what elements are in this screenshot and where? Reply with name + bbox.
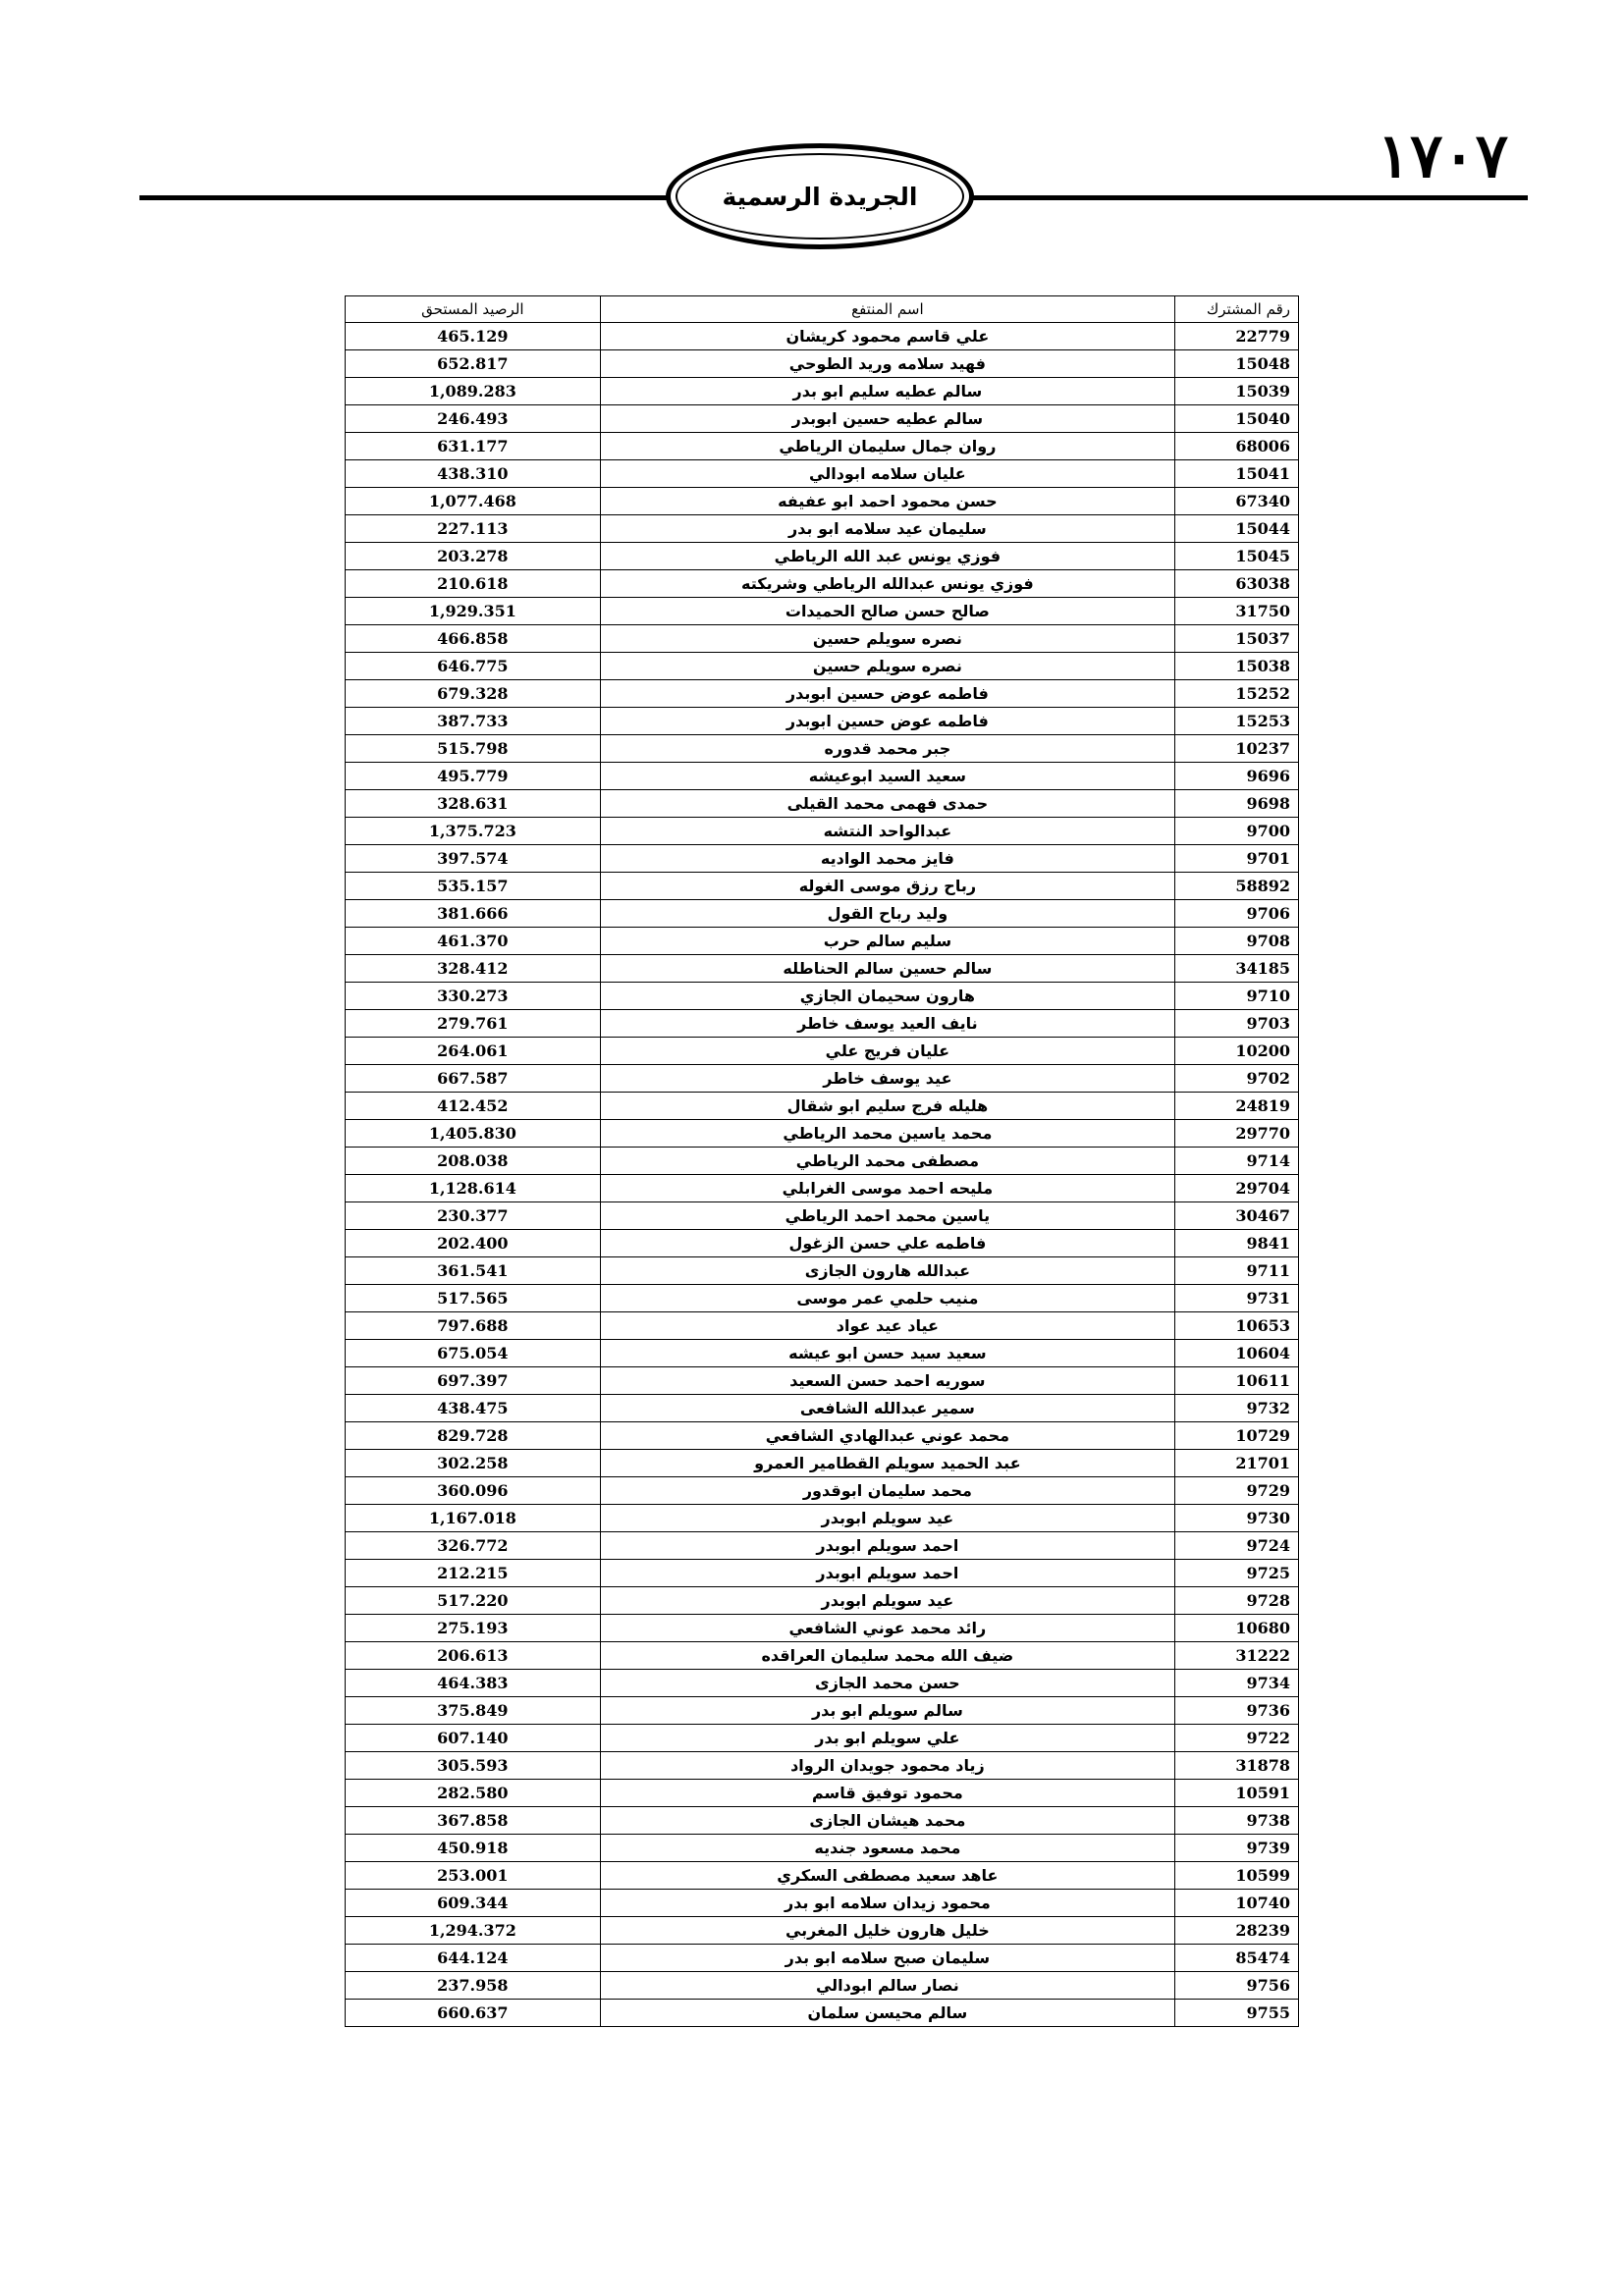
beneficiary-name-cell: فاطمه عوض حسين ابوبدر xyxy=(600,708,1174,735)
table-row xyxy=(346,1257,1299,1285)
beneficiary-name-cell: خليل هارون خليل المغربي xyxy=(600,1917,1174,1945)
table-row xyxy=(346,515,1299,543)
subscriber-number-cell: 9698 xyxy=(1175,790,1299,818)
subscriber-number-cell: 15041 xyxy=(1175,460,1299,488)
balance-due-cell: 275.193 xyxy=(346,1615,601,1642)
beneficiary-name-cell: سالم سويلم ابو بدر xyxy=(600,1697,1174,1725)
table-row xyxy=(346,543,1299,570)
balance-due-cell: 438.475 xyxy=(346,1395,601,1422)
subscriber-number-cell: 28239 xyxy=(1175,1917,1299,1945)
subscriber-number-cell: 29704 xyxy=(1175,1175,1299,1202)
beneficiary-name-cell: هليله فرج سليم ابو شقال xyxy=(600,1093,1174,1120)
beneficiary-name-cell: نصار سالم ابودالي xyxy=(600,1972,1174,2000)
beneficiary-name-cell: محمد ياسين محمد الرياطي xyxy=(600,1120,1174,1148)
beneficiary-name-cell: مصطفى محمد الرياطي xyxy=(600,1148,1174,1175)
beneficiary-name-cell: حمدى فهمى محمد القيلى xyxy=(600,790,1174,818)
balance-due-cell: 461.370 xyxy=(346,928,601,955)
balance-due-cell: 230.377 xyxy=(346,1202,601,1230)
beneficiary-name-cell: سعيد سيد حسن ابو عيشه xyxy=(600,1340,1174,1367)
balance-due-cell: 517.565 xyxy=(346,1285,601,1312)
balance-due-cell: 450.918 xyxy=(346,1835,601,1862)
balance-due-cell: 279.761 xyxy=(346,1010,601,1038)
balance-due-cell: 535.157 xyxy=(346,873,601,900)
table-row xyxy=(346,873,1299,900)
table-row xyxy=(346,1697,1299,1725)
subscriber-number-cell: 30467 xyxy=(1175,1202,1299,1230)
balance-due-cell: 375.849 xyxy=(346,1697,601,1725)
balance-due-cell: 466.858 xyxy=(346,625,601,653)
beneficiary-name-cell: عبد الحميد سويلم القطامير العمرو xyxy=(600,1450,1174,1477)
table-row xyxy=(346,1175,1299,1202)
table-row xyxy=(346,1532,1299,1560)
balance-due-cell: 797.688 xyxy=(346,1312,601,1340)
balance-due-cell: 237.958 xyxy=(346,1972,601,2000)
beneficiary-name-cell: هارون سحيمان الجازي xyxy=(600,983,1174,1010)
balance-due-cell: 264.061 xyxy=(346,1038,601,1065)
table-row xyxy=(346,1450,1299,1477)
balance-due-cell: 1,294.372 xyxy=(346,1917,601,1945)
subscriber-number-cell: 15037 xyxy=(1175,625,1299,653)
subscriber-number-cell: 9755 xyxy=(1175,2000,1299,2027)
balance-due-cell: 412.452 xyxy=(346,1093,601,1120)
balance-due-cell: 361.541 xyxy=(346,1257,601,1285)
subscriber-number-cell: 22779 xyxy=(1175,323,1299,350)
beneficiary-name-cell: منيب حلمي عمر موسى xyxy=(600,1285,1174,1312)
balance-due-cell: 206.613 xyxy=(346,1642,601,1670)
subscriber-number-cell: 68006 xyxy=(1175,433,1299,460)
table-row xyxy=(346,1780,1299,1807)
balance-due-cell: 328.412 xyxy=(346,955,601,983)
table-row xyxy=(346,1615,1299,1642)
subscriber-number-cell: 9738 xyxy=(1175,1807,1299,1835)
subscriber-number-cell: 10680 xyxy=(1175,1615,1299,1642)
column-header-subscriber-number: رقم المشترك xyxy=(1175,296,1299,323)
table-row xyxy=(346,1835,1299,1862)
table-row xyxy=(346,1642,1299,1670)
table-row xyxy=(346,1587,1299,1615)
subscriber-number-cell: 15045 xyxy=(1175,543,1299,570)
table-row xyxy=(346,1285,1299,1312)
table-row xyxy=(346,1148,1299,1175)
balance-due-cell: 330.273 xyxy=(346,983,601,1010)
balance-due-cell: 644.124 xyxy=(346,1945,601,1972)
balance-due-cell: 227.113 xyxy=(346,515,601,543)
beneficiary-name-cell: محمد عوني عبدالهادي الشافعي xyxy=(600,1422,1174,1450)
beneficiary-name-cell: صالح حسن صالح الحميدات xyxy=(600,598,1174,625)
balance-due-cell: 326.772 xyxy=(346,1532,601,1560)
beneficiary-name-cell: سليم سالم حرب xyxy=(600,928,1174,955)
subscriber-number-cell: 9696 xyxy=(1175,763,1299,790)
subscriber-number-cell: 85474 xyxy=(1175,1945,1299,1972)
subscriber-number-cell: 9701 xyxy=(1175,845,1299,873)
beneficiary-name-cell: محمود زيدان سلامه ابو بدر xyxy=(600,1890,1174,1917)
subscriber-number-cell: 9710 xyxy=(1175,983,1299,1010)
subscriber-number-cell: 10599 xyxy=(1175,1862,1299,1890)
table-row xyxy=(346,1670,1299,1697)
beneficiary-name-cell: عبدالواحد النتشه xyxy=(600,818,1174,845)
subscriber-number-cell: 15048 xyxy=(1175,350,1299,378)
subscriber-number-cell: 15038 xyxy=(1175,653,1299,680)
subscriber-number-cell: 9729 xyxy=(1175,1477,1299,1505)
balance-due-cell: 679.328 xyxy=(346,680,601,708)
beneficiary-name-cell: عيد سويلم ابوبدر xyxy=(600,1505,1174,1532)
table-row xyxy=(346,1312,1299,1340)
subscriber-number-cell: 31878 xyxy=(1175,1752,1299,1780)
subscriber-number-cell: 29770 xyxy=(1175,1120,1299,1148)
table-row xyxy=(346,1972,1299,2000)
table-row xyxy=(346,460,1299,488)
balance-due-cell: 660.637 xyxy=(346,2000,601,2027)
balance-due-cell: 1,375.723 xyxy=(346,818,601,845)
beneficiary-name-cell: زياد محمود جويدان الرواد xyxy=(600,1752,1174,1780)
beneficiary-name-cell: عاهد سعيد مصطفى السكري xyxy=(600,1862,1174,1890)
beneficiary-name-cell: عياد عيد عواد xyxy=(600,1312,1174,1340)
beneficiary-name-cell: نصره سويلم حسين xyxy=(600,625,1174,653)
beneficiary-name-cell: محمود توفيق قاسم xyxy=(600,1780,1174,1807)
table-row xyxy=(346,708,1299,735)
subscriber-number-cell: 10237 xyxy=(1175,735,1299,763)
beneficiary-name-cell: رباح رزق موسى الغوله xyxy=(600,873,1174,900)
balance-due-cell: 210.618 xyxy=(346,570,601,598)
table-row xyxy=(346,1890,1299,1917)
balance-due-cell: 465.129 xyxy=(346,323,601,350)
table-row xyxy=(346,598,1299,625)
balance-due-cell: 305.593 xyxy=(346,1752,601,1780)
subscriber-number-cell: 67340 xyxy=(1175,488,1299,515)
subscriber-number-cell: 21701 xyxy=(1175,1450,1299,1477)
balance-due-cell: 607.140 xyxy=(346,1725,601,1752)
beneficiary-name-cell: احمد سويلم ابوبدر xyxy=(600,1532,1174,1560)
balance-due-cell: 1,167.018 xyxy=(346,1505,601,1532)
subscriber-number-cell: 31222 xyxy=(1175,1642,1299,1670)
table-row xyxy=(346,1395,1299,1422)
table-row xyxy=(346,735,1299,763)
subscriber-number-cell: 15039 xyxy=(1175,378,1299,405)
beneficiary-name-cell: نايف العيد يوسف خاطر xyxy=(600,1010,1174,1038)
balance-due-cell: 675.054 xyxy=(346,1340,601,1367)
table-row xyxy=(346,928,1299,955)
balance-due-cell: 1,405.830 xyxy=(346,1120,601,1148)
table-row xyxy=(346,1862,1299,1890)
balance-due-cell: 1,089.283 xyxy=(346,378,601,405)
column-header-beneficiary-name: اسم المنتفع xyxy=(600,296,1174,323)
subscriber-number-cell: 9725 xyxy=(1175,1560,1299,1587)
beneficiary-name-cell: سليمان عيد سلامه ابو بدر xyxy=(600,515,1174,543)
beneficiary-name-cell: سالم عطيه سليم ابو بدر xyxy=(600,378,1174,405)
subscriber-number-cell: 9722 xyxy=(1175,1725,1299,1752)
balance-due-cell: 387.733 xyxy=(346,708,601,735)
balance-due-cell: 397.574 xyxy=(346,845,601,873)
beneficiary-name-cell: سليمان صبح سلامه ابو بدر xyxy=(600,1945,1174,1972)
table-row xyxy=(346,350,1299,378)
table-row xyxy=(346,1065,1299,1093)
beneficiaries-table xyxy=(345,295,1299,2027)
table-row xyxy=(346,1010,1299,1038)
table-row xyxy=(346,405,1299,433)
table-row xyxy=(346,983,1299,1010)
beneficiary-name-cell: فوزي يونس عبد الله الرياطي xyxy=(600,543,1174,570)
balance-due-cell: 302.258 xyxy=(346,1450,601,1477)
beneficiary-name-cell: علي سويلم ابو بدر xyxy=(600,1725,1174,1752)
beneficiary-name-cell: محمد هيشان الجازى xyxy=(600,1807,1174,1835)
subscriber-number-cell: 9731 xyxy=(1175,1285,1299,1312)
balance-due-cell: 1,077.468 xyxy=(346,488,601,515)
subscriber-number-cell: 15253 xyxy=(1175,708,1299,735)
beneficiary-name-cell: سالم محيسن سلمان xyxy=(600,2000,1174,2027)
table-row xyxy=(346,1807,1299,1835)
subscriber-number-cell: 9736 xyxy=(1175,1697,1299,1725)
beneficiary-name-cell: مليحه احمد موسى الغرابلي xyxy=(600,1175,1174,1202)
table-header-row xyxy=(346,296,1299,323)
table-row xyxy=(346,1120,1299,1148)
balance-due-cell: 652.817 xyxy=(346,350,601,378)
beneficiary-name-cell: ضيف الله محمد سليمان العراقده xyxy=(600,1642,1174,1670)
balance-due-cell: 246.493 xyxy=(346,405,601,433)
table-row xyxy=(346,790,1299,818)
balance-due-cell: 517.220 xyxy=(346,1587,601,1615)
balance-due-cell: 515.798 xyxy=(346,735,601,763)
table-row xyxy=(346,680,1299,708)
balance-due-cell: 1,929.351 xyxy=(346,598,601,625)
table-row xyxy=(346,2000,1299,2027)
balance-due-cell: 829.728 xyxy=(346,1422,601,1450)
subscriber-number-cell: 34185 xyxy=(1175,955,1299,983)
table-row xyxy=(346,1752,1299,1780)
beneficiary-name-cell: سعيد السيد ابوعيشه xyxy=(600,763,1174,790)
beneficiary-name-cell: عيد يوسف خاطر xyxy=(600,1065,1174,1093)
balance-due-cell: 381.666 xyxy=(346,900,601,928)
beneficiary-name-cell: سالم عطيه حسين ابوبدر xyxy=(600,405,1174,433)
balance-due-cell: 697.397 xyxy=(346,1367,601,1395)
subscriber-number-cell: 10604 xyxy=(1175,1340,1299,1367)
subscriber-number-cell: 9730 xyxy=(1175,1505,1299,1532)
beneficiary-name-cell: محمد سليمان ابوقدور xyxy=(600,1477,1174,1505)
subscriber-number-cell: 9728 xyxy=(1175,1587,1299,1615)
beneficiary-name-cell: علي قاسم محمود كريشان xyxy=(600,323,1174,350)
beneficiary-name-cell: فايز محمد الواديه xyxy=(600,845,1174,873)
balance-due-cell: 464.383 xyxy=(346,1670,601,1697)
table-row xyxy=(346,1038,1299,1065)
balance-due-cell: 203.278 xyxy=(346,543,601,570)
beneficiary-name-cell: روان جمال سليمان الرياطي xyxy=(600,433,1174,460)
beneficiary-name-cell: وليد رباح القول xyxy=(600,900,1174,928)
subscriber-number-cell: 9702 xyxy=(1175,1065,1299,1093)
table-row xyxy=(346,1917,1299,1945)
subscriber-number-cell: 10729 xyxy=(1175,1422,1299,1450)
subscriber-number-cell: 58892 xyxy=(1175,873,1299,900)
table-row xyxy=(346,1422,1299,1450)
balance-due-cell: 202.400 xyxy=(346,1230,601,1257)
beneficiary-name-cell: سالم حسين سالم الحناطله xyxy=(600,955,1174,983)
subscriber-number-cell: 9841 xyxy=(1175,1230,1299,1257)
table-row xyxy=(346,433,1299,460)
balance-due-cell: 253.001 xyxy=(346,1862,601,1890)
table-row xyxy=(346,625,1299,653)
page-number: ١٧٠٧ xyxy=(1377,120,1508,191)
table-row xyxy=(346,378,1299,405)
subscriber-number-cell: 9732 xyxy=(1175,1395,1299,1422)
table-row xyxy=(346,1477,1299,1505)
subscriber-number-cell: 10200 xyxy=(1175,1038,1299,1065)
subscriber-number-cell: 15252 xyxy=(1175,680,1299,708)
table-row xyxy=(346,488,1299,515)
table-row xyxy=(346,818,1299,845)
beneficiary-name-cell: عليان سلامه ابودالي xyxy=(600,460,1174,488)
table-row xyxy=(346,845,1299,873)
beneficiary-name-cell: محمد مسعود جنديه xyxy=(600,1835,1174,1862)
beneficiary-name-cell: سمير عبدالله الشافعى xyxy=(600,1395,1174,1422)
beneficiary-name-cell: احمد سويلم ابوبدر xyxy=(600,1560,1174,1587)
balance-due-cell: 367.858 xyxy=(346,1807,601,1835)
subscriber-number-cell: 9703 xyxy=(1175,1010,1299,1038)
beneficiary-name-cell: فاطمه علي حسن الزغول xyxy=(600,1230,1174,1257)
balance-due-cell: 495.779 xyxy=(346,763,601,790)
table-row xyxy=(346,763,1299,790)
table-row xyxy=(346,900,1299,928)
balance-due-cell: 438.310 xyxy=(346,460,601,488)
subscriber-number-cell: 9700 xyxy=(1175,818,1299,845)
table-row xyxy=(346,1340,1299,1367)
balance-due-cell: 328.631 xyxy=(346,790,601,818)
subscriber-number-cell: 9708 xyxy=(1175,928,1299,955)
beneficiary-name-cell: نصره سويلم حسين xyxy=(600,653,1174,680)
beneficiary-name-cell: ياسين محمد احمد الرياطي xyxy=(600,1202,1174,1230)
table-row xyxy=(346,1230,1299,1257)
column-header-balance-due: الرصيد المستحق xyxy=(346,296,601,323)
table-row xyxy=(346,1367,1299,1395)
beneficiary-name-cell: فهيد سلامه وريد الطوحي xyxy=(600,350,1174,378)
subscriber-number-cell: 15040 xyxy=(1175,405,1299,433)
subscriber-number-cell: 15044 xyxy=(1175,515,1299,543)
balance-due-cell: 212.215 xyxy=(346,1560,601,1587)
subscriber-number-cell: 10611 xyxy=(1175,1367,1299,1395)
beneficiary-name-cell: فوزي يونس عبدالله الرياطي وشريكته xyxy=(600,570,1174,598)
subscriber-number-cell: 9756 xyxy=(1175,1972,1299,2000)
table-row xyxy=(346,1202,1299,1230)
balance-due-cell: 1,128.614 xyxy=(346,1175,601,1202)
subscriber-number-cell: 9706 xyxy=(1175,900,1299,928)
subscriber-number-cell: 9714 xyxy=(1175,1148,1299,1175)
subscriber-number-cell: 10740 xyxy=(1175,1890,1299,1917)
subscriber-number-cell: 9734 xyxy=(1175,1670,1299,1697)
table-row xyxy=(346,1945,1299,1972)
table-body xyxy=(346,323,1299,2027)
balance-due-cell: 631.177 xyxy=(346,433,601,460)
balance-due-cell: 208.038 xyxy=(346,1148,601,1175)
subscriber-number-cell: 9739 xyxy=(1175,1835,1299,1862)
balance-due-cell: 667.587 xyxy=(346,1065,601,1093)
table-row xyxy=(346,1093,1299,1120)
beneficiary-name-cell: عليان فريج علي xyxy=(600,1038,1174,1065)
subscriber-number-cell: 9724 xyxy=(1175,1532,1299,1560)
subscriber-number-cell: 9711 xyxy=(1175,1257,1299,1285)
balance-due-cell: 609.344 xyxy=(346,1890,601,1917)
subscriber-number-cell: 10591 xyxy=(1175,1780,1299,1807)
gazette-title-oval xyxy=(666,143,974,249)
table-row xyxy=(346,323,1299,350)
table-row xyxy=(346,955,1299,983)
beneficiary-name-cell: عبدالله هارون الجازى xyxy=(600,1257,1174,1285)
beneficiary-name-cell: حسن محمود احمد ابو عفيفه xyxy=(600,488,1174,515)
beneficiary-name-cell: حسن محمد الجازى xyxy=(600,1670,1174,1697)
beneficiary-name-cell: عيد سويلم ابوبدر xyxy=(600,1587,1174,1615)
balance-due-cell: 646.775 xyxy=(346,653,601,680)
table-row xyxy=(346,653,1299,680)
table-row xyxy=(346,1505,1299,1532)
beneficiary-name-cell: سوريه احمد حسن السعيد xyxy=(600,1367,1174,1395)
beneficiary-name-cell: جبر محمد قدوره xyxy=(600,735,1174,763)
beneficiary-name-cell: فاطمه عوض حسين ابوبدر xyxy=(600,680,1174,708)
table-row xyxy=(346,1560,1299,1587)
gazette-title: الجريدة الرسمية xyxy=(722,182,918,211)
table-row xyxy=(346,570,1299,598)
subscriber-number-cell: 31750 xyxy=(1175,598,1299,625)
balance-due-cell: 282.580 xyxy=(346,1780,601,1807)
subscriber-number-cell: 63038 xyxy=(1175,570,1299,598)
beneficiary-name-cell: رائد محمد عوني الشافعي xyxy=(600,1615,1174,1642)
subscriber-number-cell: 10653 xyxy=(1175,1312,1299,1340)
balance-due-cell: 360.096 xyxy=(346,1477,601,1505)
subscriber-number-cell: 24819 xyxy=(1175,1093,1299,1120)
table-row xyxy=(346,1725,1299,1752)
